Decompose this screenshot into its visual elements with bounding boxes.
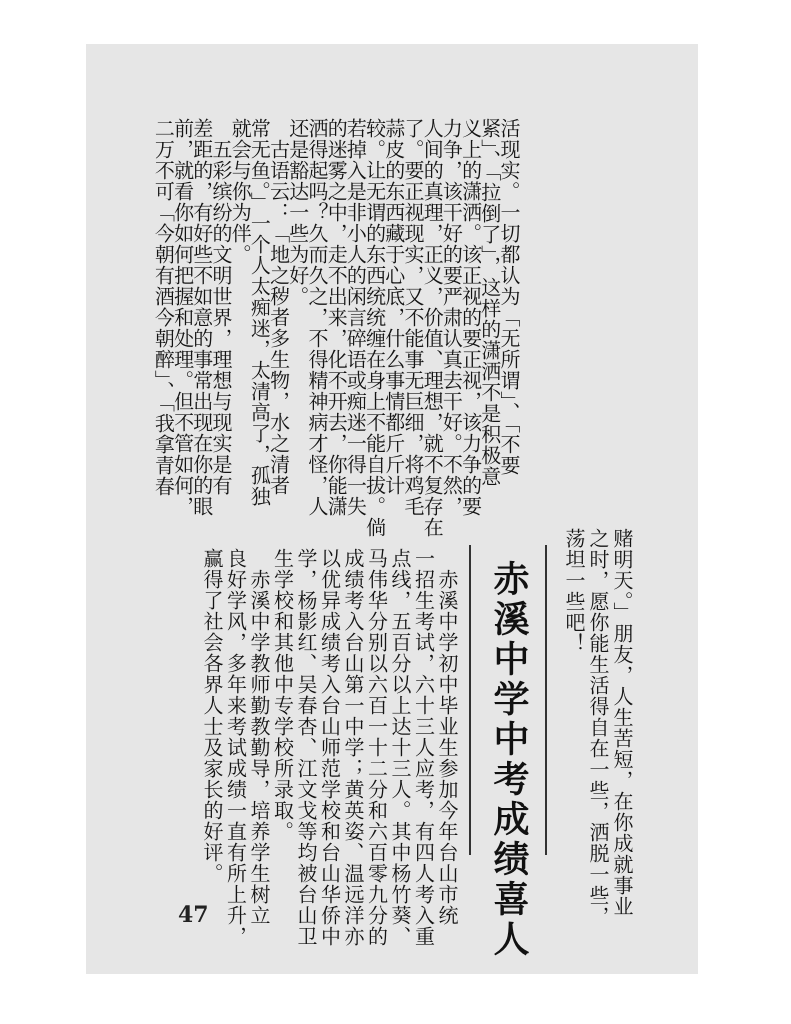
text-column: 较。让无谓的东西统统缠在身上不能自拔。倘: [362, 118, 387, 538]
text-column: 良好学风，多年来考试成绩一直有所上升，: [223, 548, 248, 947]
text-column: 赌明天。」朋友，人生苦短，在你成就事业: [610, 528, 634, 917]
headline-border-right: [545, 545, 547, 855]
text-column: 若掉入是非小人的闲言碎语或痴迷一得一失: [343, 118, 368, 517]
text-column: 一招生考试，六十三人应考，有四人考入重: [411, 548, 436, 947]
text-column: 点线，五百分以上达十三人。其中杨竹葵、: [388, 548, 412, 947]
text-column: 学，杨影红、吴春杏、江文戈等均被台山卫: [294, 548, 318, 947]
text-column: 马伟华分别以六百一十二分和六百零九分的: [364, 548, 389, 947]
text-column: 以优异成绩考入台山师范学校和台山华侨中: [317, 548, 342, 947]
text-column: 二万不可「今朝有酒今朝醉」、「我拿青春: [151, 118, 176, 497]
text-column: 成绩考入台山第一中学；黄英姿、温远洋亦: [341, 548, 365, 947]
text-column: 荡坦一些吧！: [562, 528, 586, 654]
text-column: 就会与你为伴。: [228, 118, 253, 265]
text-column: 赢得了社会各界人士及家长的好评。: [200, 548, 224, 884]
text-column: 还是豁达一些为好。: [285, 118, 310, 307]
text-column: 生学校和其他中专学校所录取。: [270, 548, 295, 842]
text-column: 的迷雾之中，走不出来，化不开去，你能潇: [324, 118, 349, 517]
text-column: 赤溪中学教师勤教勤导，培养学生树立: [247, 548, 271, 926]
text-column: 前，就看你如何把握和处理。但不管如何，: [170, 118, 195, 517]
text-column: 义上的潇洒。该正视的要正视，该力争的要: [458, 118, 483, 517]
text-column: 人间的真理，正义，价值、理想，就不复存在: [420, 118, 445, 538]
text-column: 洒得起吗？久而久之，不得精神病才怪，人: [305, 118, 329, 517]
text-column: 蒜皮的东西藏于心底，什么事情都斤斤计: [381, 118, 406, 496]
headline-border-left: [469, 545, 471, 855]
text-column: 之时，愿你能生活得自在一些，洒脱一些，: [586, 528, 610, 927]
text-column: 差距的，有好些不如意的事常出现在你的眼: [189, 118, 214, 517]
text-column: 五彩缤纷的文明世界，理想与现实是有: [209, 118, 233, 496]
text-column: 常无鱼。」一个人太痴迷，太清高了，孤独: [247, 118, 272, 507]
text-column: 了。要正视现实，又不能事无巨细，将鸡毛: [401, 118, 425, 517]
text-column: 力争，该干好的要严肃认真去干好。不然，: [439, 118, 464, 517]
text-column: 紧」、「拉倒了」，这样的潇洒不是积极意: [477, 118, 502, 487]
text-column: 古语云：「地之秽者多生物，水之清者: [266, 118, 291, 496]
page-number: 47: [178, 902, 209, 928]
news-headline: 赤溪中学中考成绩喜人: [488, 560, 530, 960]
text-column: 活现实。一切都认为「无所谓」、「不要: [497, 118, 521, 476]
text-column: 赤溪中学初中毕业生参加今年台山市统: [435, 548, 459, 926]
